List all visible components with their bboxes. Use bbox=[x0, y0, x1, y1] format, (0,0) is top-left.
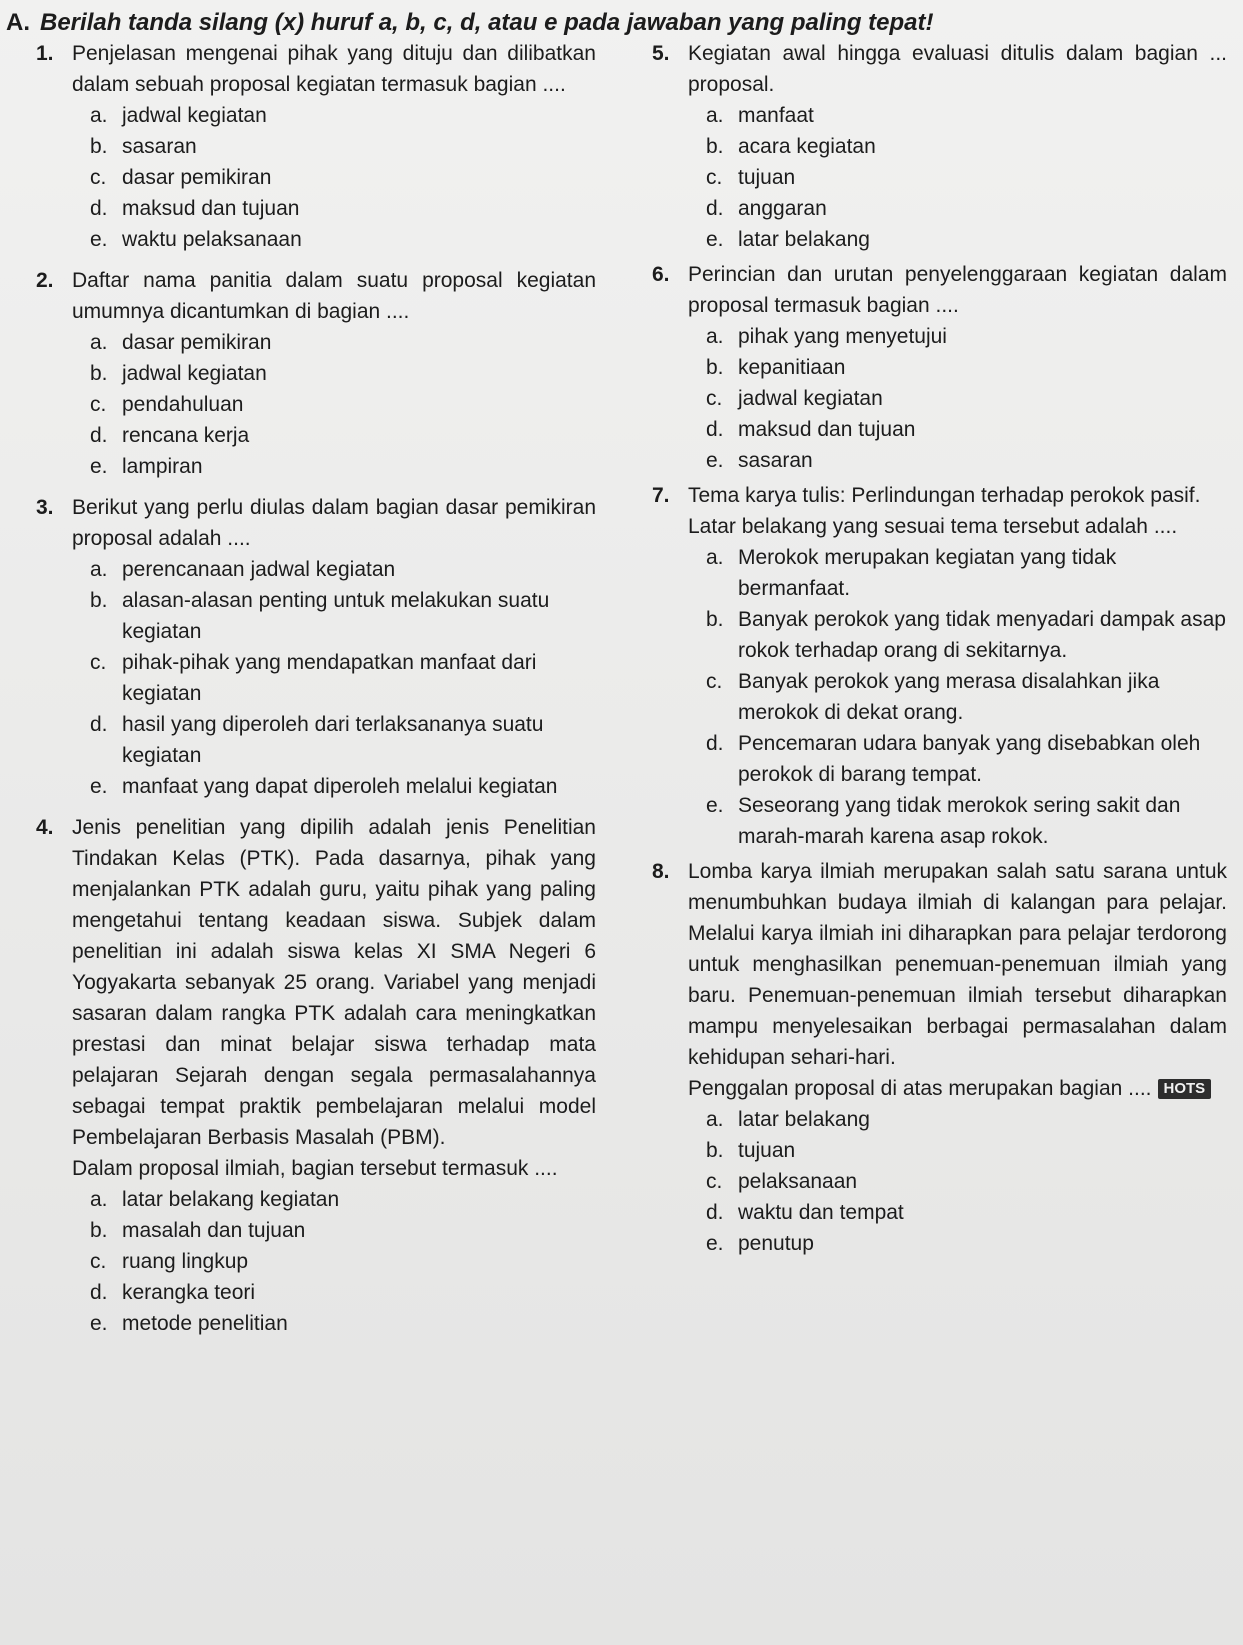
option-a[interactable]: a. latar belakang kegiatan bbox=[90, 1188, 340, 1211]
question-stem: Perincian dan urutan penyelenggaraan kegiatan dalam proposal termasuk bagian .... bbox=[688, 263, 1227, 317]
option-c[interactable]: c. pelaksanaan bbox=[706, 1170, 858, 1193]
question-stem: Lomba karya ilmiah merupakan salah satu sarana untuk menumbuhkan budaya ilmiah di kalangan para pelajar. Melalui karya ilmiah ini diharapkan para pelajar terdorong untuk menghasilkan penemuan-penemuan ilmiah yang baru. Penemuan-penemuan ilmiah tersebut diharapkan mampu menyelesaikan berbagai permasalahan dalam kehidupan sehari-hari. Penggalan proposal di atas merupakan bagian .... HOTS bbox=[688, 860, 1227, 1100]
option-list bbox=[90, 100, 596, 255]
question-3 bbox=[36, 492, 596, 802]
option-b[interactable]: b. acara kegiatan bbox=[706, 135, 876, 158]
option-b[interactable]: b. sasaran bbox=[90, 135, 197, 158]
option-c[interactable]: c. pendahuluan bbox=[90, 393, 244, 416]
question-number: 7. bbox=[652, 484, 670, 507]
option-a[interactable]: a. manfaat bbox=[706, 104, 814, 127]
option-c[interactable]: c. ruang lingkup bbox=[90, 1250, 249, 1273]
question-number: 6. bbox=[652, 263, 670, 286]
option-e[interactable]: e. penutup bbox=[706, 1232, 814, 1255]
question-7 bbox=[652, 480, 1227, 852]
option-e[interactable]: e. lampiran bbox=[90, 455, 203, 478]
option-d[interactable]: d. rencana kerja bbox=[90, 424, 250, 447]
option-e[interactable]: e. Seseorang yang tidak merokok sering sakit dan marah-marah karena asap rokok. bbox=[706, 794, 1181, 848]
section-label: A. bbox=[6, 9, 30, 36]
option-b[interactable]: b. masalah dan tujuan bbox=[90, 1219, 306, 1242]
option-c[interactable]: c. tujuan bbox=[706, 166, 796, 189]
question-number: 5. bbox=[652, 42, 670, 65]
option-list bbox=[706, 321, 1227, 476]
option-c[interactable]: c. jadwal kegiatan bbox=[706, 387, 883, 410]
question-stem: Tema karya tulis: Perlindungan terhadap perokok pasif. Latar belakang yang sesuai tema tersebut adalah .... bbox=[688, 484, 1201, 538]
question-8 bbox=[652, 856, 1227, 1259]
option-list bbox=[706, 1104, 1227, 1259]
option-list bbox=[706, 542, 1227, 852]
option-c[interactable]: c. dasar pemikiran bbox=[90, 166, 272, 189]
option-b[interactable]: b. alasan-alasan penting untuk melakukan suatu kegiatan bbox=[90, 589, 550, 643]
option-d[interactable]: d. kerangka teori bbox=[90, 1281, 256, 1304]
question-stem: Jenis penelitian yang dipilih adalah jenis Penelitian Tindakan Kelas (PTK). Pada dasarnya, pihak yang menjalankan PTK adalah guru, yaitu pihak yang paling mengetahui tentang keadaan siswa. Subjek dalam penelitian ini adalah siswa kelas XI SMA Negeri 6 Yogyakarta sebanyak 25 orang. Variabel yang menjadi sasaran dalam rangka PTK adalah cara meningkatkan prestasi dan minat belajar siswa terhadap mata pelajaran Sejarah dengan segala permasalahannya sebagai tempat praktik pembelajaran melalui model Pembelajaran Berbasis Masalah (PBM). Dalam proposal ilmiah, bagian tersebut termasuk .... bbox=[72, 816, 596, 1180]
question-1 bbox=[36, 38, 596, 255]
option-a[interactable]: a. Merokok merupakan kegiatan yang tidak bermanfaat. bbox=[706, 546, 1117, 600]
right-column bbox=[652, 38, 1227, 1259]
option-d[interactable]: d. anggaran bbox=[706, 197, 827, 220]
question-stem: Penjelasan mengenai pihak yang dituju dan dilibatkan dalam sebuah proposal kegiatan termasuk bagian .... bbox=[72, 42, 596, 96]
option-a[interactable]: a. jadwal kegiatan bbox=[90, 104, 267, 127]
question-2 bbox=[36, 265, 596, 482]
option-e[interactable]: e. waktu pelaksanaan bbox=[90, 228, 302, 251]
option-c[interactable]: c. Banyak perokok yang merasa disalahkan jika merokok di dekat orang. bbox=[706, 670, 1160, 724]
option-b[interactable]: b. kepanitiaan bbox=[706, 356, 846, 379]
question-number: 1. bbox=[36, 42, 54, 65]
question-stem: Kegiatan awal hingga evaluasi ditulis dalam bagian ... proposal. bbox=[688, 42, 1227, 96]
question-5 bbox=[652, 38, 1227, 255]
option-d[interactable]: d. maksud dan tujuan bbox=[90, 197, 300, 220]
option-b[interactable]: b. tujuan bbox=[706, 1139, 796, 1162]
question-stem: Berikut yang perlu diulas dalam bagian dasar pemikiran proposal adalah .... bbox=[72, 496, 596, 550]
option-d[interactable]: d. Pencemaran udara banyak yang disebabkan oleh perokok di barang tempat. bbox=[706, 732, 1201, 786]
question-number: 4. bbox=[36, 816, 54, 839]
option-d[interactable]: d. waktu dan tempat bbox=[706, 1201, 904, 1224]
option-a[interactable]: a. latar belakang bbox=[706, 1108, 870, 1131]
option-a[interactable]: a. dasar pemikiran bbox=[90, 331, 272, 354]
section-instruction: Berilah tanda silang (x) huruf a, b, c, d, atau e pada jawaban yang paling tepat! bbox=[40, 9, 934, 36]
option-list bbox=[90, 554, 596, 802]
option-b[interactable]: b. Banyak perokok yang tidak menyadari dampak asap rokok terhadap orang di sekitarnya. bbox=[706, 608, 1226, 662]
hots-badge: HOTS bbox=[1158, 1079, 1212, 1099]
option-list bbox=[706, 100, 1227, 255]
option-e[interactable]: e. latar belakang bbox=[706, 228, 870, 251]
option-a[interactable]: a. perencanaan jadwal kegiatan bbox=[90, 558, 396, 581]
option-list bbox=[90, 1184, 596, 1339]
option-d[interactable]: d. maksud dan tujuan bbox=[706, 418, 916, 441]
option-e[interactable]: e. sasaran bbox=[706, 449, 813, 472]
question-6 bbox=[652, 259, 1227, 476]
option-c[interactable]: c. pihak-pihak yang mendapatkan manfaat dari kegiatan bbox=[90, 651, 537, 705]
option-e[interactable]: e. metode penelitian bbox=[90, 1312, 288, 1335]
option-e[interactable]: e. manfaat yang dapat diperoleh melalui kegiatan bbox=[90, 775, 558, 798]
left-column bbox=[36, 38, 596, 1339]
question-stem: Daftar nama panitia dalam suatu proposal kegiatan umumnya dicantumkan di bagian .... bbox=[72, 269, 596, 323]
question-number: 3. bbox=[36, 496, 54, 519]
option-a[interactable]: a. pihak yang menyetujui bbox=[706, 325, 947, 348]
question-number: 8. bbox=[652, 860, 670, 883]
section-heading bbox=[6, 8, 1231, 38]
question-number: 2. bbox=[36, 269, 54, 292]
option-d[interactable]: d. hasil yang diperoleh dari terlaksananya suatu kegiatan bbox=[90, 713, 544, 767]
question-4 bbox=[36, 812, 596, 1339]
option-list bbox=[90, 327, 596, 482]
option-b[interactable]: b. jadwal kegiatan bbox=[90, 362, 267, 385]
